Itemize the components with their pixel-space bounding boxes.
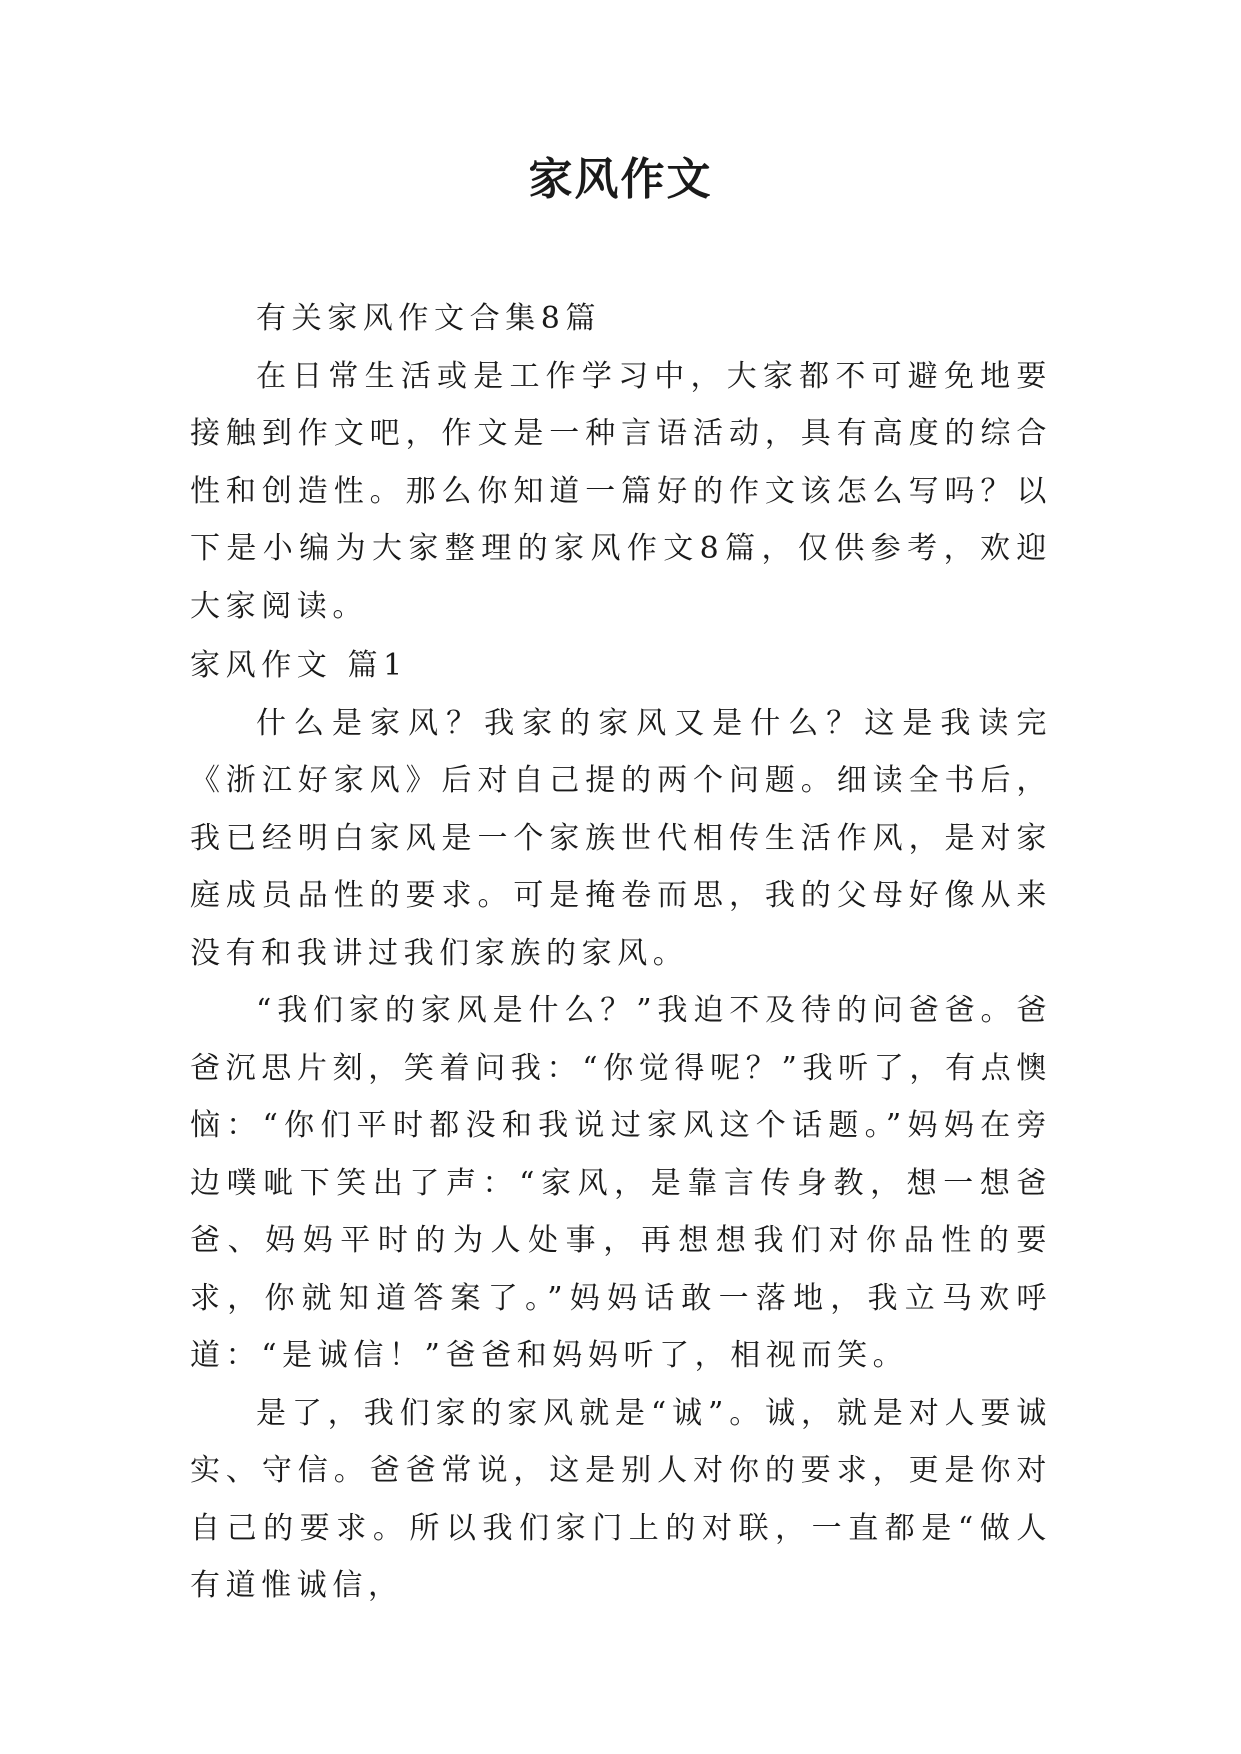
essay-paragraph: 什么是家风？我家的家风又是什么？这是我读完《浙江好家风》后对自己提的两个问题。细读全书后，我已经明白家风是一个家族世代相传生活作风，是对家庭成员品性的要求。可是掩卷而思，我的父母好像从来没有和我讲过我们家族的家风。 — [190, 705, 1052, 971]
intro-paragraph: 在日常生活或是工作学习中，大家都不可避免地要接触到作文吧，作文是一种言语活动，具有高度的综合性和创造性。那么你知道一篇好的作文该怎么写吗？以下是小编为大家整理的家风作文8篇，仅供参考，欢迎大家阅读。 — [190, 358, 1052, 624]
essay-paragraph: “我们家的家风是什么？”我迫不及待的问爸爸。爸爸沉思片刻，笑着问我：“你觉得呢？”我听了，有点懊恼：“你们平时都没和我说过家风这个话题。”妈妈在旁边噗呲下笑出了声：“家风，是靠言传身教，想一想爸爸、妈妈平时的为人处事，再想想我们对你品性的要求，你就知道答案了。”妈妈话敢一落地，我立马欢呼道：“是诚信！”爸爸和妈妈听了，相视而笑。 — [190, 993, 1052, 1373]
essay-section — [190, 637, 1052, 1615]
essay-heading: 家风作文 篇1 — [190, 648, 408, 683]
essay-paragraph: 是了，我们家的家风就是“诚”。诚，就是对人要诚实、守信。爸爸常说，这是别人对你的要求，更是你对自己的要求。所以我们家门上的对联，一直都是“做人有道惟诚信， — [190, 1395, 1052, 1603]
intro-subtitle: 有关家风作文合集8篇 — [256, 301, 602, 336]
intro-section — [190, 290, 1052, 635]
document-title: 家风作文 — [528, 154, 713, 205]
